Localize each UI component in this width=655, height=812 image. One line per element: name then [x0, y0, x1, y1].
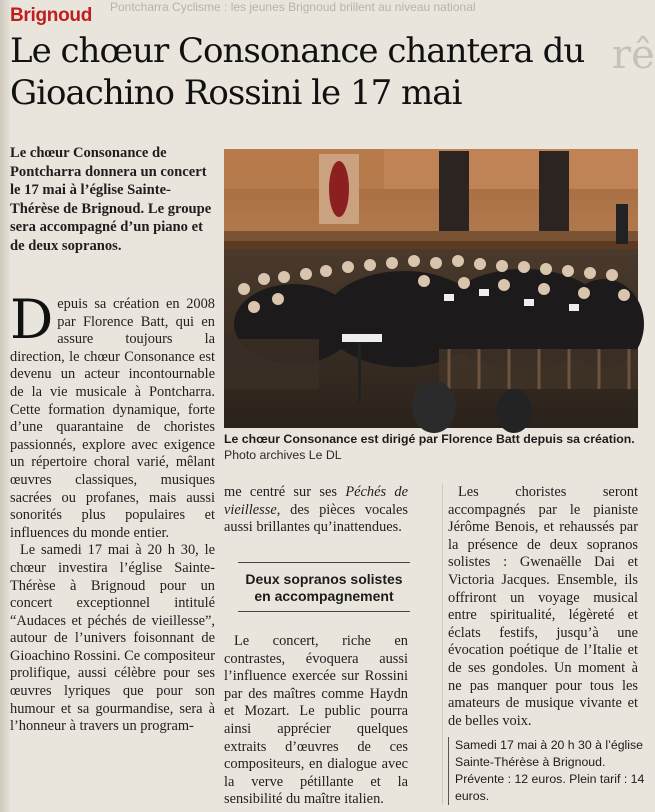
article-column-1: [10, 288, 215, 736]
adjacent-article-headline: Pontcharra Cyclisme : les jeunes Brignoud brillent au niveau national: [110, 0, 476, 14]
paragraph-1: epuis sa création en 2008 par Florence Batt, qui en assure toujours la direction, le chœur Consonance est devenu un acteur incontournable de la vie musicale à Pontcharra. Cette formation dynamique, forte d’une quarantaine de choristes passionnés, explore avec exigence un répertoire choral varié, mêlant œuvres classiques, musiques sacrées ou profanes, mais aussi sonorités plus populaires et influences du monde entier.: [10, 296, 215, 541]
choir-photo: [224, 149, 638, 428]
paragraph-3-end: , des pièces vocales aussi brillantes qu’inattendues.: [224, 501, 408, 536]
article-headline: Le chœur Consonance chantera du Gioachino Rossini le 17 mai: [10, 31, 585, 113]
paragraph-3-start: me centré sur ses: [224, 484, 346, 500]
photo-caption: [224, 431, 638, 463]
article-lede: Le chœur Consonance de Pontcharra donnera un concert le 17 mai à l’église Sainte-Thérèse de Brignoud. Le groupe sera accompagné d’un piano et de deux sopranos.: [10, 145, 212, 254]
paragraph-5: Les choristes seront accompagnés par le pianiste Jérôme Benois, et rehaussés par la présence de deux sopranos solistes : Gwenaëlle Dai et Victoria Jacques. Ensemble, ils offriront un voyage musical entre spiritualité, légèreté et éclats festifs, jusqu’à une évocation poétique de l’Italie et de ses gondoles. Un moment à ne pas manquer pour tous les amateurs de musique vivante et de belles voix.: [448, 484, 638, 729]
article-column-2-bottom: [224, 633, 408, 809]
caption-text: Le chœur Consonance est dirigé par Florence Batt depuis sa création.: [224, 432, 635, 446]
paragraph-2: Le samedi 17 mai à 20 h 30, le chœur investira l’église Sainte-Thérèse à Brignoud pour un concert exceptionnel intitulé “Audaces et péchés de vieillesse”, autour de l’univers foisonnant de Gioachino Rossini. Ce compositeur prolifique, aussi célèbre pour ses œuvres lyriques que pour son humour et sa gourmandise, sera à l’honneur à travers un program-: [10, 542, 215, 735]
drop-cap: D: [10, 288, 54, 351]
work-title: Péchés de vieillesse: [224, 484, 408, 518]
adjacent-page-edge: [0, 0, 10, 812]
article-column-3: [448, 484, 638, 730]
photo-credit: Photo archives Le DL: [224, 448, 342, 462]
choir-concert-illustration: [224, 149, 638, 428]
adjacent-column-fragment: rê: [612, 32, 655, 78]
event-info-box: Samedi 17 mai à 20 h 30 à l’église Sainte-Thérèse à Brignoud. Prévente : 12 euros. Plein tarif : 14 euros.: [448, 737, 645, 805]
section-label: Brignoud: [10, 5, 93, 26]
subheading: Deux sopranos solistes en accompagnement: [238, 562, 410, 612]
article-column-2-top: [224, 484, 408, 537]
paragraph-4: Le concert, riche en contrastes, évoquera aussi l’influence exercée sur Rossini par des maîtres comme Haydn et Mozart. Le public pourra ainsi apprécier quelques extraits d’œuvres de ces compositeurs, en dialogue avec la verve pétillante et la sensibilité du maître italien.: [224, 633, 408, 808]
column-divider: [442, 484, 443, 804]
